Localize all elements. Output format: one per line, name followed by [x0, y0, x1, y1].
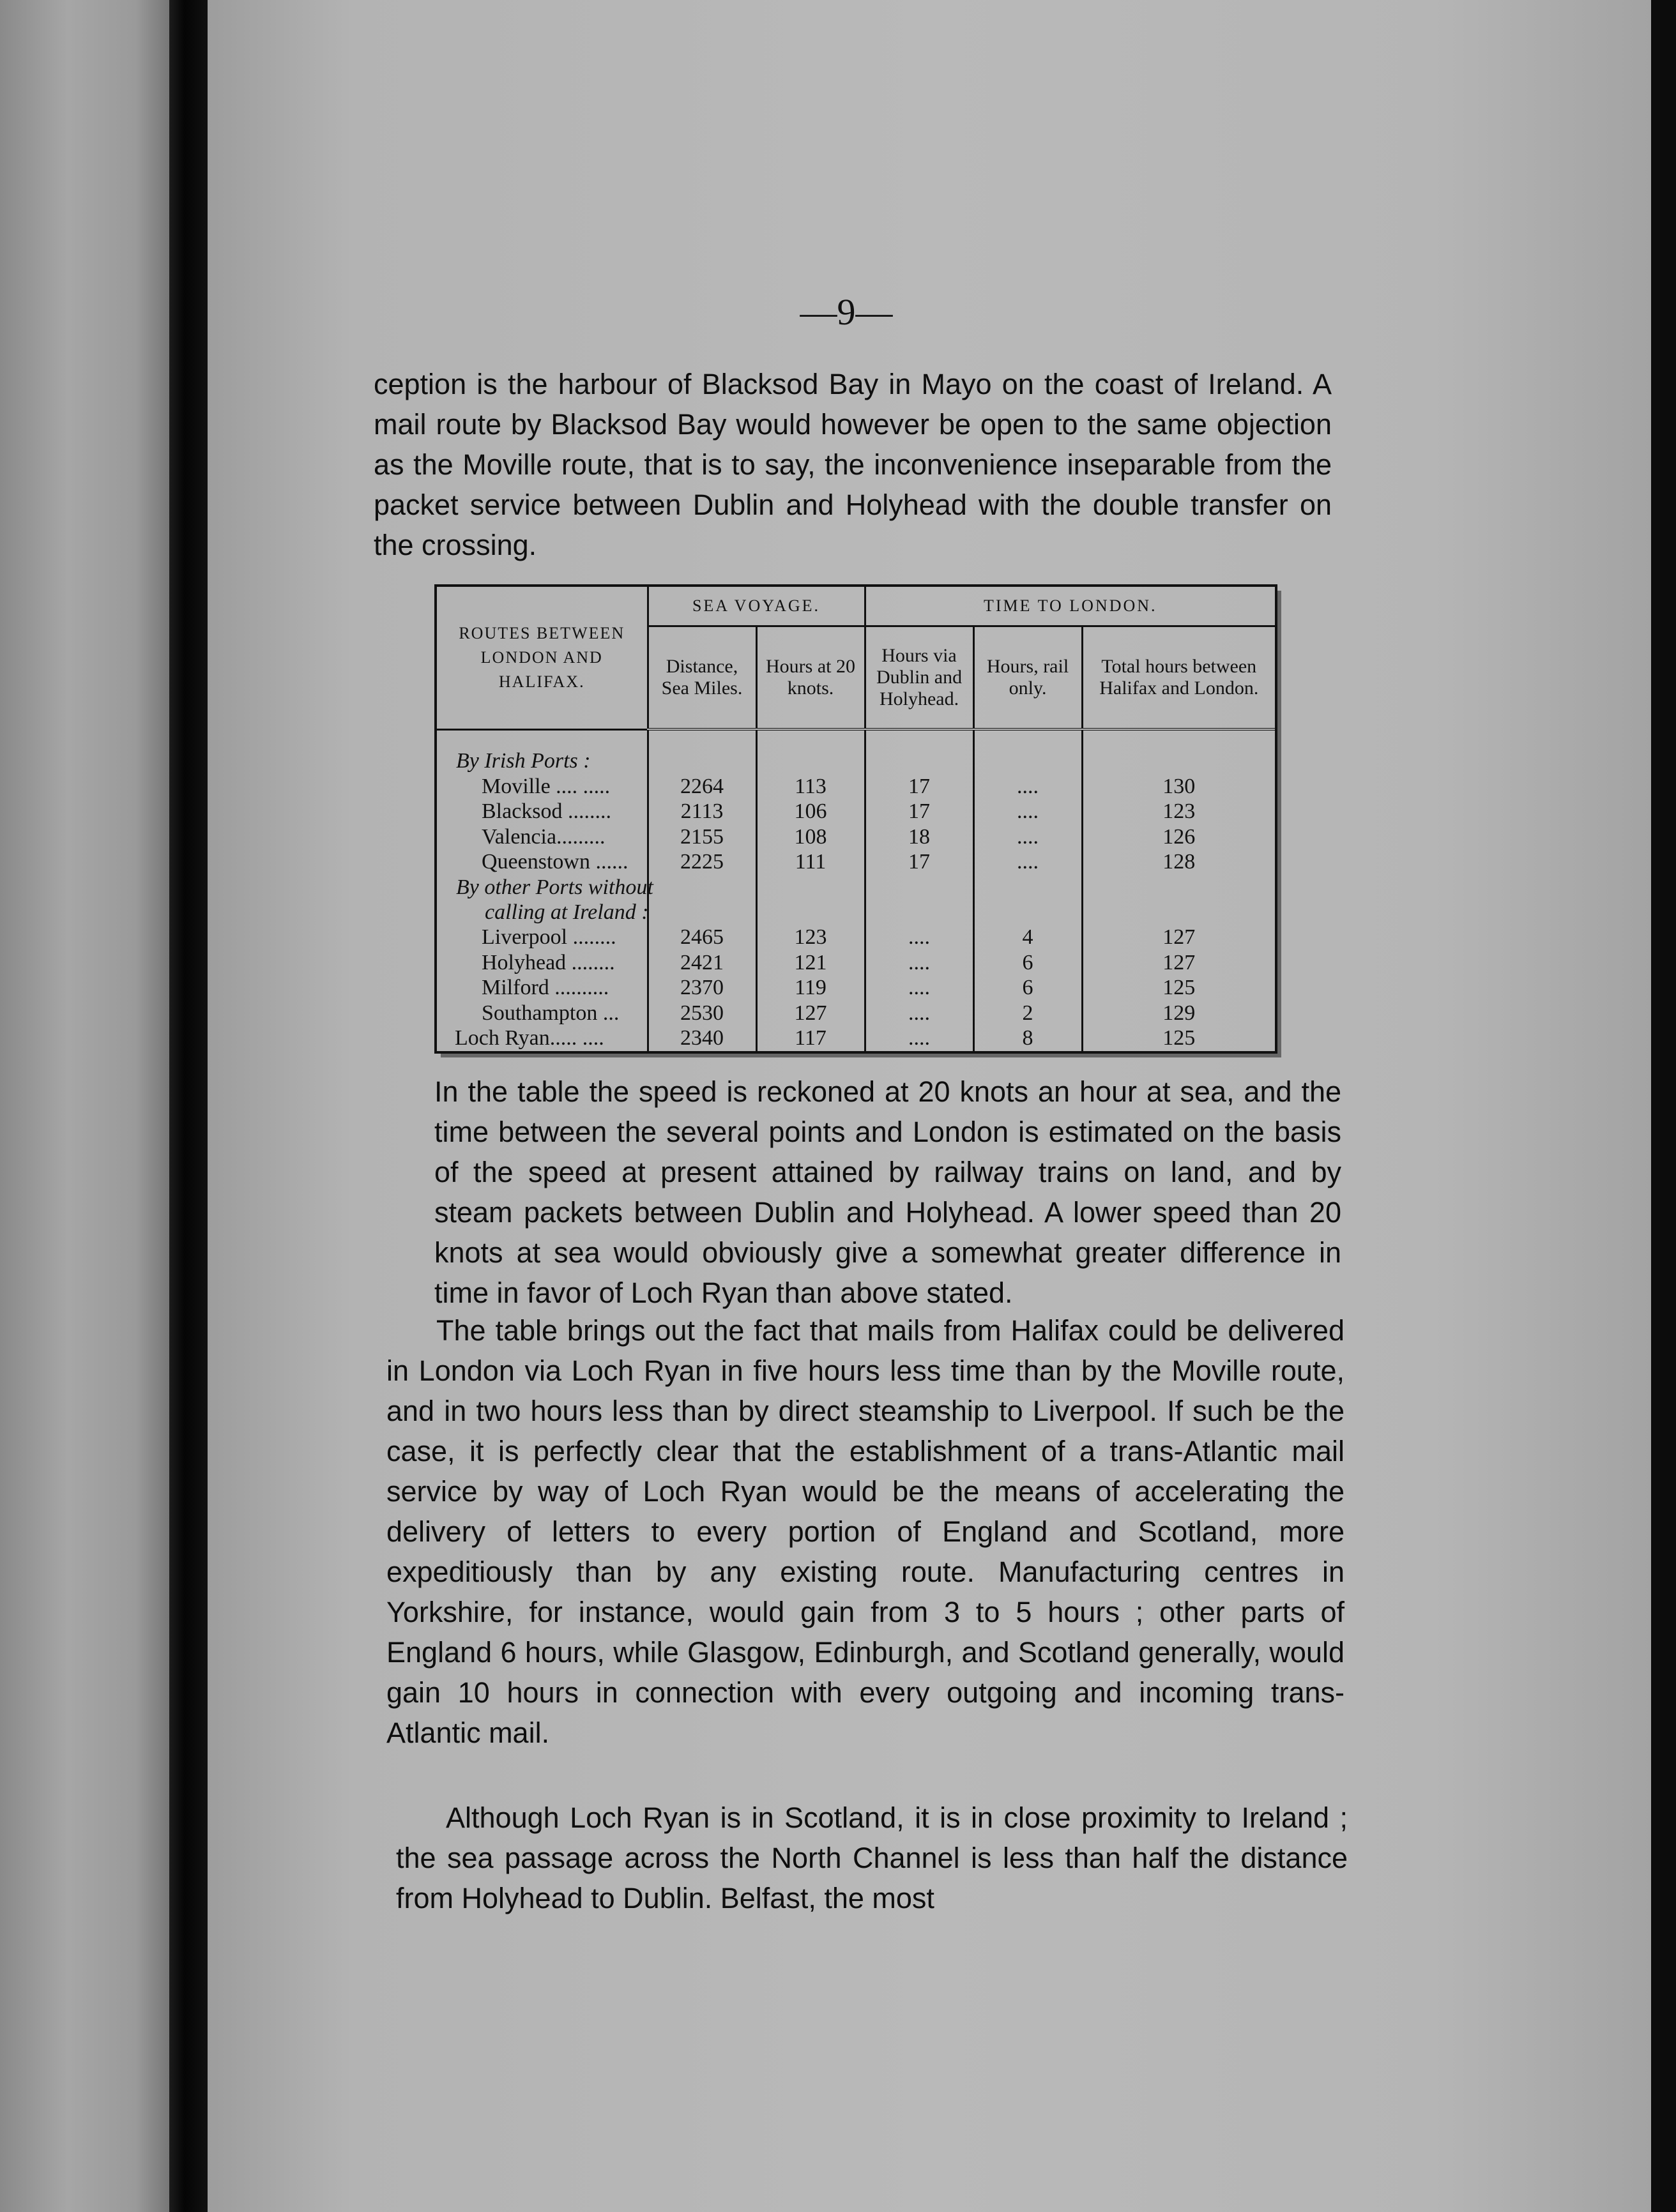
hours-sea-cell: 117: [756, 1026, 865, 1051]
section-row-other-ports: [437, 875, 1275, 900]
total-hours-cell: 128: [1082, 849, 1275, 874]
hours-sea-cell: 113: [756, 774, 865, 799]
hours-sea-cell: 108: [756, 824, 865, 849]
hours-sea-cell: 123: [756, 925, 865, 950]
hours-rail-cell: ....: [973, 824, 1082, 849]
paragraph-4: Although Loch Ryan is in Scotland, it is in close proximity to Ireland ; the sea passage across the North Channel is less than half the distance from Holyhead to Dublin. Belfast, the most: [396, 1801, 1348, 1914]
hours-dublin-cell: 17: [865, 774, 973, 799]
hours-dublin-cell: ....: [865, 925, 973, 950]
hours-sea-cell: 106: [756, 799, 865, 824]
hours-dublin-cell: ....: [865, 976, 973, 1001]
hours-rail-column-header: Hours, rail only.: [973, 626, 1082, 730]
route-name: Blacksod ........: [482, 799, 612, 824]
route-name: Queenstown ......: [482, 850, 628, 874]
paragraph-2: In the table the speed is reckoned at 20 knots an hour at sea, and the time between the several points and London is estimated on the basis of the speed at present attained by railway trains on land, and by steam packets between Dublin and Holyhead. A lower speed than 20 knots at sea would obviously give a somewhat greater difference in time in favor of Loch Ryan than above stated.: [434, 1075, 1341, 1309]
route-name: Liverpool ........: [482, 925, 616, 950]
distance-cell: 2370: [648, 976, 756, 1001]
route-name: Holyhead ........: [482, 950, 615, 974]
hours-rail-cell: ....: [973, 774, 1082, 799]
distance-cell: 2264: [648, 774, 756, 799]
route-name: Valencia.........: [482, 824, 606, 849]
sea-voyage-group-header: SEA VOYAGE.: [648, 587, 865, 626]
scan-border: [1651, 0, 1676, 2212]
hours-rail-cell: 2: [973, 1001, 1082, 1026]
facing-page-edge: [0, 0, 169, 2212]
table-row: [437, 774, 1275, 799]
table-row: [437, 799, 1275, 824]
hours-dublin-column-header: Hours via Dublin and Holyhead.: [865, 626, 973, 730]
table-row: [437, 976, 1275, 1001]
hours-dublin-cell: ....: [865, 1001, 973, 1026]
total-hours-cell: 125: [1082, 976, 1275, 1001]
book-spine: [169, 0, 208, 2212]
distance-column-header: Distance, Sea Miles.: [648, 626, 756, 730]
hours-dublin-cell: 17: [865, 849, 973, 874]
hours-sea-cell: 119: [756, 976, 865, 1001]
route-name: Milford ..........: [482, 976, 609, 1000]
route-name: Southampton ...: [482, 1001, 620, 1025]
hours-rail-cell: ....: [973, 799, 1082, 824]
route-name: Loch Ryan..... ....: [455, 1026, 604, 1050]
total-hours-column-header: Total hours between Halifax and London.: [1082, 626, 1275, 730]
hours-rail-cell: 6: [973, 950, 1082, 975]
hours-dublin-cell: 17: [865, 799, 973, 824]
total-hours-cell: 130: [1082, 774, 1275, 799]
hours-rail-cell: 6: [973, 976, 1082, 1001]
section-row-other-ports-cont: [437, 900, 1275, 925]
hours-sea-cell: 127: [756, 1001, 865, 1026]
table-row: [437, 824, 1275, 849]
table-row: [437, 925, 1275, 950]
hours-sea-cell: 121: [756, 950, 865, 975]
distance-cell: 2465: [648, 925, 756, 950]
section-row-irish-ports: [437, 729, 1275, 774]
paragraph-3: The table brings out the fact that mails from Halifax could be delivered in London via Loch Ryan in five hours less time than by the Moville route, and in two hours less than by direct steamship to Liverpool. If such be the case, it is perfectly clear that the establishment of a trans-Atlantic mail service by way of Loch Ryan would be the means of accelerating the delivery of letters to every portion of England and Scotland, more expeditiously than by any existing route. Manufacturing centres in Yorkshire, for instance, would gain from 3 to 5 hours ; other parts of England 6 hours, while Glasgow, Edinburgh, and Scotland generally, would gain 10 hours in connection with every outgoing and incoming trans-Atlantic mail.: [386, 1314, 1345, 1749]
distance-cell: 2225: [648, 849, 756, 874]
total-hours-cell: 125: [1082, 1026, 1275, 1051]
distance-cell: 2113: [648, 799, 756, 824]
route-name: Moville .... .....: [482, 774, 611, 798]
distance-cell: 2155: [648, 824, 756, 849]
page-number: —9—: [800, 291, 893, 333]
table-row: [437, 1001, 1275, 1026]
total-hours-cell: 127: [1082, 950, 1275, 975]
paragraph-1: ception is the harbour of Blacksod Bay in Mayo on the coast of Ireland. A mail route by Blacksod Bay would however be open to the same objection as the Moville route, that is to say, the inconvenience inseparable from the packet service between Dublin and Holyhead with the double transfer on the crossing.: [374, 368, 1332, 561]
routes-table-grid: [437, 587, 1275, 1051]
route-column-header: ROUTES BETWEEN LONDON AND HALIFAX.: [437, 587, 648, 729]
hours-dublin-cell: ....: [865, 950, 973, 975]
section-label: By other Ports without: [456, 875, 653, 899]
total-hours-cell: 123: [1082, 799, 1275, 824]
total-hours-cell: 127: [1082, 925, 1275, 950]
hours-sea-column-header: Hours at 20 knots.: [756, 626, 865, 730]
table-group-header-row: [437, 587, 1275, 626]
time-to-london-group-header: TIME TO LONDON.: [865, 587, 1275, 626]
distance-cell: 2340: [648, 1026, 756, 1051]
hours-dublin-cell: ....: [865, 1026, 973, 1051]
total-hours-cell: 126: [1082, 824, 1275, 849]
section-label: calling at Ireland :: [485, 900, 649, 924]
table-row: [437, 950, 1275, 975]
distance-cell: 2530: [648, 1001, 756, 1026]
hours-sea-cell: 111: [756, 849, 865, 874]
hours-dublin-cell: 18: [865, 824, 973, 849]
hours-rail-cell: 4: [973, 925, 1082, 950]
hours-rail-cell: 8: [973, 1026, 1082, 1051]
table-row: [437, 1026, 1275, 1051]
table-row: [437, 849, 1275, 874]
routes-table: [434, 584, 1277, 1054]
total-hours-cell: 129: [1082, 1001, 1275, 1026]
distance-cell: 2421: [648, 950, 756, 975]
hours-rail-cell: ....: [973, 849, 1082, 874]
section-label: By Irish Ports :: [456, 748, 591, 773]
